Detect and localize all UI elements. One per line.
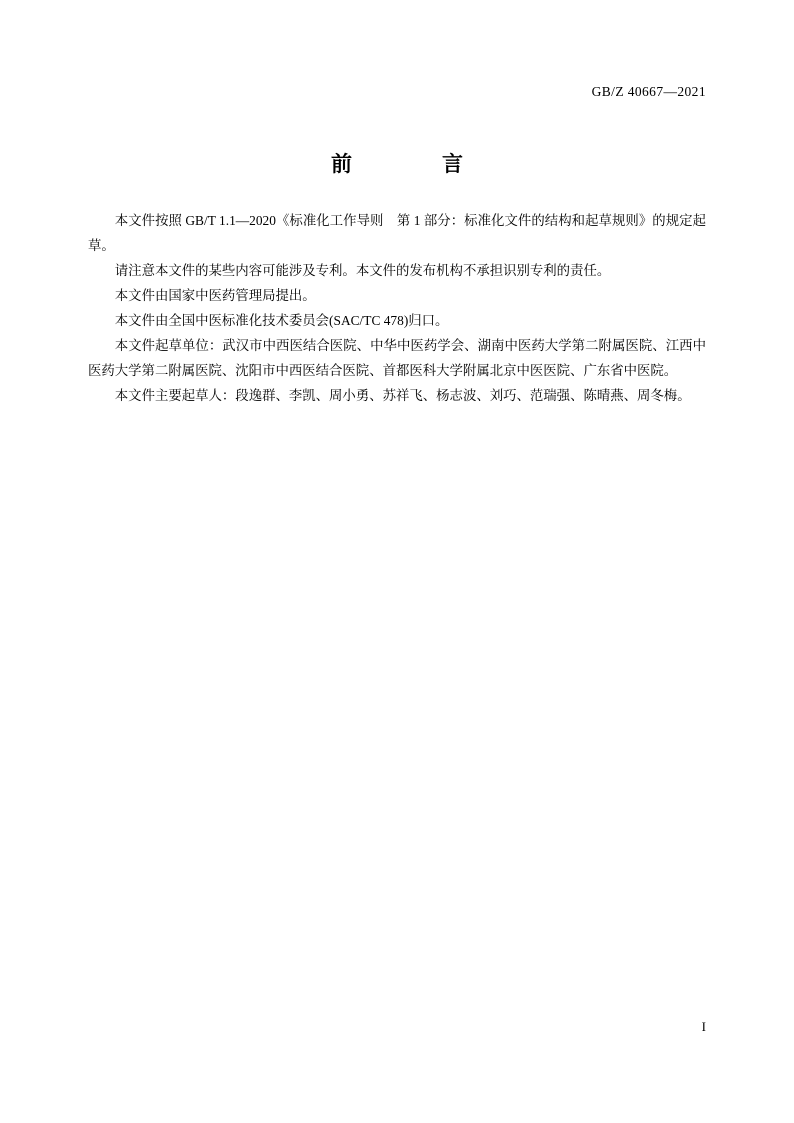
paragraph: 请注意本文件的某些内容可能涉及专利。本文件的发布机构不承担识别专利的责任。 [114,263,611,278]
paragraph: 本文件由全国中医标准化技术委员会(SAC/TC 478)归口。 [114,313,449,328]
page-title: 前 言 [331,152,479,176]
foreword-body [88,208,706,408]
standard-number-header: GB/Z 40667—2021 [591,84,706,99]
paragraph: 本文件主要起草人：段逸群、李凯、周小勇、苏祥飞、杨志波、刘巧、范瑞强、陈晴燕、周冬梅。 [114,388,691,403]
page-number: I [701,1019,706,1034]
paragraph: 本文件起草单位：武汉市中西医结合医院、中华中医药学会、湖南中医药大学第二附属医院、江西中医药大学第二附属医院、沈阳市中西医结合医院、首都医科大学附属北京中医医院、广东省中医院。 [88,338,706,378]
paragraph: 本文件由国家中医药管理局提出。 [114,288,316,303]
paragraph: 本文件按照 GB/T 1.1—2020《标准化工作导则 第 1 部分：标准化文件的结构和起草规则》的规定起草。 [88,213,706,253]
